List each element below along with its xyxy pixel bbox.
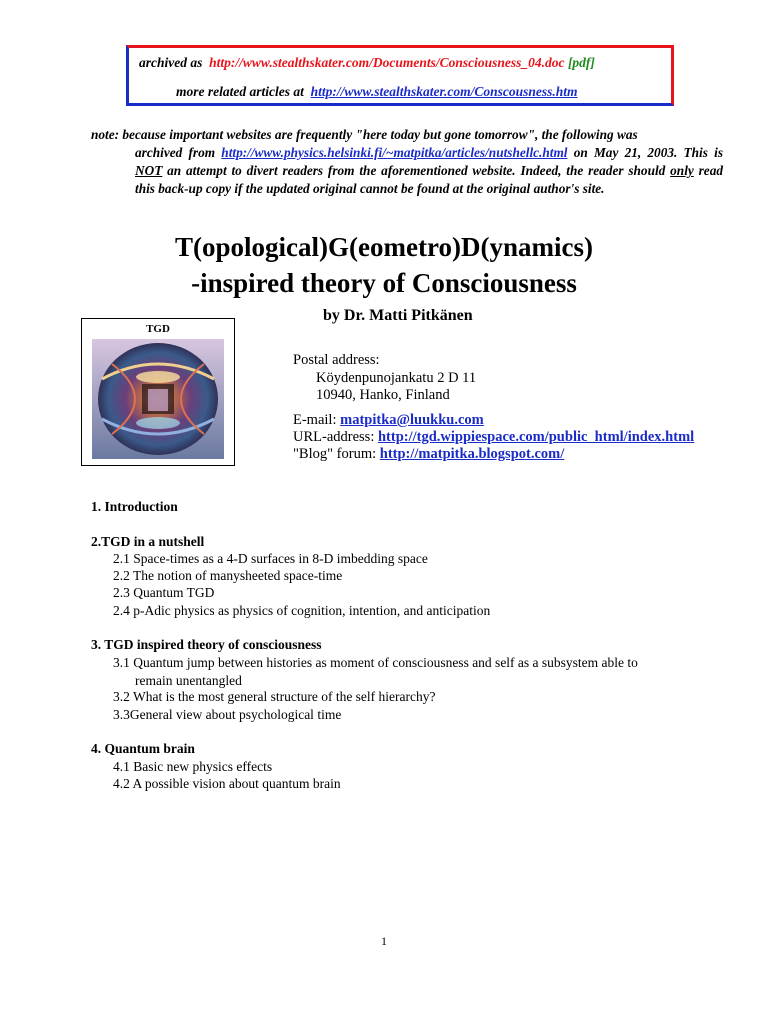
toc-item-4-1: 4.1 Basic new physics effects <box>113 759 273 774</box>
postal-street: Köydenpunojankatu 2 D 11 <box>316 370 477 386</box>
toc-item-2-3: 2.3 Quantum TGD <box>113 585 215 600</box>
blog-label: "Blog" forum: <box>293 446 377 462</box>
toc-item-2-4: 2.4 p-Adic physics as physics of cognition, intention, and anticipation <box>113 603 491 618</box>
toc-item-3-3: 3.3General view about psychological time <box>113 707 342 722</box>
archive-doc-link[interactable]: http://www.stealthskater.com/Documents/Consciousness_04.doc <box>209 55 565 70</box>
tgd-sphere-image <box>92 339 224 459</box>
email-line <box>293 412 484 429</box>
note-text-4: an attempt to divert readers from the aforementioned website. Indeed, the reader should <box>167 163 666 178</box>
note-not: NOT <box>135 163 163 178</box>
postal-label: Postal address: <box>293 352 380 368</box>
toc-item-3-1-line1: 3.1 Quantum jump between histories as moment of consciousness and self as a subsystem able to <box>113 655 638 670</box>
email-link[interactable]: matpitka@luukku.com <box>340 412 484 428</box>
toc-item-3-1-line2: remain unentangled <box>135 673 242 688</box>
source-link[interactable]: http://www.physics.helsinki.fi/~matpitka/articles/nutshellc.html <box>221 145 568 160</box>
page-number: 1 <box>381 934 387 948</box>
blog-line <box>293 446 564 463</box>
email-label: E-mail: <box>293 412 337 428</box>
archive-box <box>126 45 674 106</box>
archive-prefix: archived as <box>139 55 203 70</box>
toc-item-3-1 <box>113 654 723 690</box>
note-only: only <box>670 163 694 178</box>
archive-note <box>91 126 723 198</box>
document-title-line2: -inspired theory of Consciousness <box>191 268 577 298</box>
blog-link[interactable]: http://matpitka.blogspot.com/ <box>379 446 565 462</box>
archive-line <box>139 55 595 71</box>
toc-item-4-2: 4.2 A possible vision about quantum brain <box>113 776 341 791</box>
note-text-1: note: because important websites are frequently "here today but gone tomorrow", the following was <box>91 127 638 142</box>
toc-item-2-2: 2.2 The notion of manysheeted space-time <box>113 568 343 583</box>
toc-item-3-2: 3.2 What is the most general structure of the self hierarchy? <box>113 689 436 704</box>
related-articles-link[interactable]: http://www.stealthskater.com/Conscousness.htm <box>310 84 578 99</box>
tgd-figure <box>81 318 235 466</box>
related-prefix: more related articles at <box>176 84 304 99</box>
postal-city: 10940, Hanko, Finland <box>316 387 450 403</box>
toc-section-2: 2.TGD in a nutshell <box>91 534 205 549</box>
author-byline: by Dr. Matti Pitkänen <box>323 307 473 324</box>
figure-caption: TGD <box>146 323 170 335</box>
toc-section-3: 3. TGD inspired theory of consciousness <box>91 637 322 652</box>
note-text-5: read this back-up copy if the updated original cannot be found at the original author's site. <box>135 163 723 196</box>
note-text-3: on May 21, 2003. This is <box>573 145 724 160</box>
document-title-line1: T(opological)G(eometro)D(ynamics) <box>175 232 593 262</box>
note-text-2: archived from <box>135 145 216 160</box>
url-line <box>293 429 694 446</box>
url-label: URL-address: <box>293 429 375 445</box>
related-line <box>176 84 578 100</box>
pdf-link[interactable]: [pdf] <box>567 55 595 70</box>
toc-item-2-1: 2.1 Space-times as a 4-D surfaces in 8-D imbedding space <box>113 551 428 566</box>
toc-section-4: 4. Quantum brain <box>91 741 195 756</box>
toc-section-1: 1. Introduction <box>91 499 178 514</box>
homepage-link[interactable]: http://tgd.wippiespace.com/public_html/index.html <box>377 429 695 445</box>
